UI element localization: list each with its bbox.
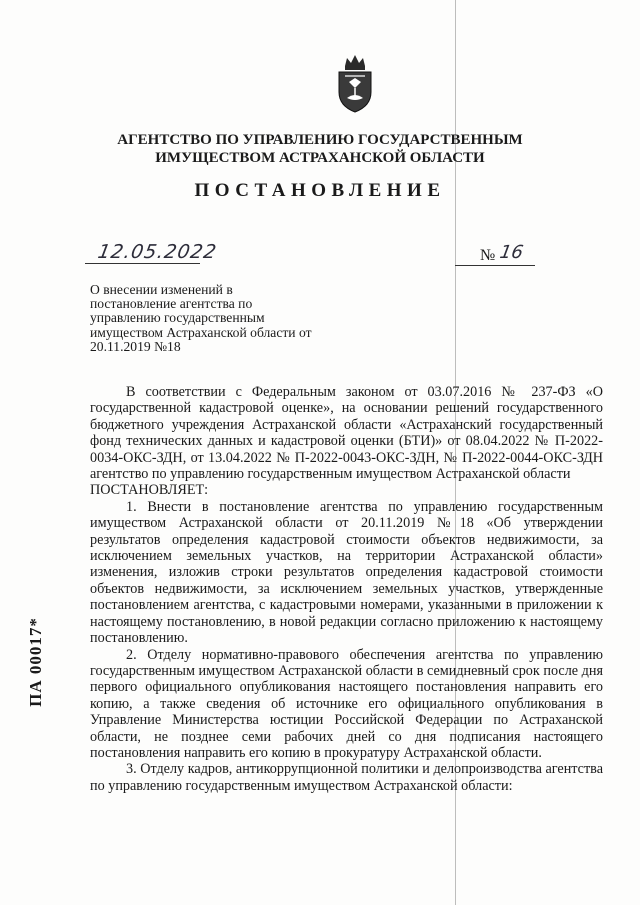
preamble-paragraph: В соответствии с Федеральным законом от 03.07.2016 № 237-ФЗ «О государственной кадастровой оценке», на основании решений государственного бюджетного учреждения Астраханской области «Астраханский государственный фонд технических данных и кадастровой оценки (БТИ)» от 08.04.2022 № П-2022-0034-ОКС-ЗДН, от 13.04.2022 № П-2022-0043-ОКС-ЗДН, № П-2022-0044-ОКС-ЗДН агентство по управлению государственным имуществом Астраханской области	[90, 384, 603, 483]
decree-number: 16	[498, 242, 525, 263]
resolves-heading: ПОСТАНОВЛЯЕТ:	[90, 482, 209, 499]
number-label: №	[480, 247, 496, 264]
scan-fold-line	[455, 0, 456, 905]
decree-body	[90, 384, 603, 794]
side-stamp-text: ПА 00017*	[26, 617, 45, 707]
coat-of-arms-emblem	[333, 52, 377, 114]
item-2-paragraph: 2. Отделу нормативно-правового обеспечения агентства по управлению государственным имуществом Астраханской области в семидневный срок после дня первого официального опубликования настоящего постановления направить его копию, а также сведения об источнике его официального опубликования в Управление Министерства юстиции Российской Федерации по Астраханской области, не позднее семи рабочих дней со дня подписания настоящего постановления направить его копию в прокуратуру Астраханской области.	[90, 646, 603, 761]
agency-name-line-1: АГЕНТСТВО ПО УПРАВЛЕНИЮ ГОСУДАРСТВЕННЫМ	[117, 132, 523, 148]
item-1-paragraph: 1. Внести в постановление агентства по управлению государственным имуществом Астраханской области от 20.11.2019 №18 «Об утверждении результатов определения кадастровой стоимости объектов недвижимости, за исключением земельных участков, на территории Астраханской области» изменения, изложив строки результатов определения кадастровой стоимости объектов недвижимости, за исключением земельных участков, утвержденные постановлением агентства, с кадастровыми номерами, указанными в приложении к настоящему постановлению, в новой редакции согласно приложению к настоящему постановлению.	[90, 498, 603, 647]
date-underline	[85, 263, 200, 264]
decree-subject: О внесении изменений в постановление агентства по управлению государственным имуществом Астраханской области от 20.11.2019 №18	[90, 282, 312, 354]
side-stamp-code	[6, 592, 66, 732]
item-3-paragraph: 3. Отделу кадров, антикоррупционной политики и делопроизводства агентства по управлению государственным имуществом Астраханской области:	[90, 761, 603, 794]
decree-date: 12.05.2022	[96, 241, 219, 263]
document-type-title: ПОСТАНОВЛЕНИЕ	[194, 180, 446, 201]
agency-name-line-2: ИМУЩЕСТВОМ АСТРАХАНСКОЙ ОБЛАСТИ	[155, 150, 485, 166]
number-underline	[455, 265, 535, 266]
